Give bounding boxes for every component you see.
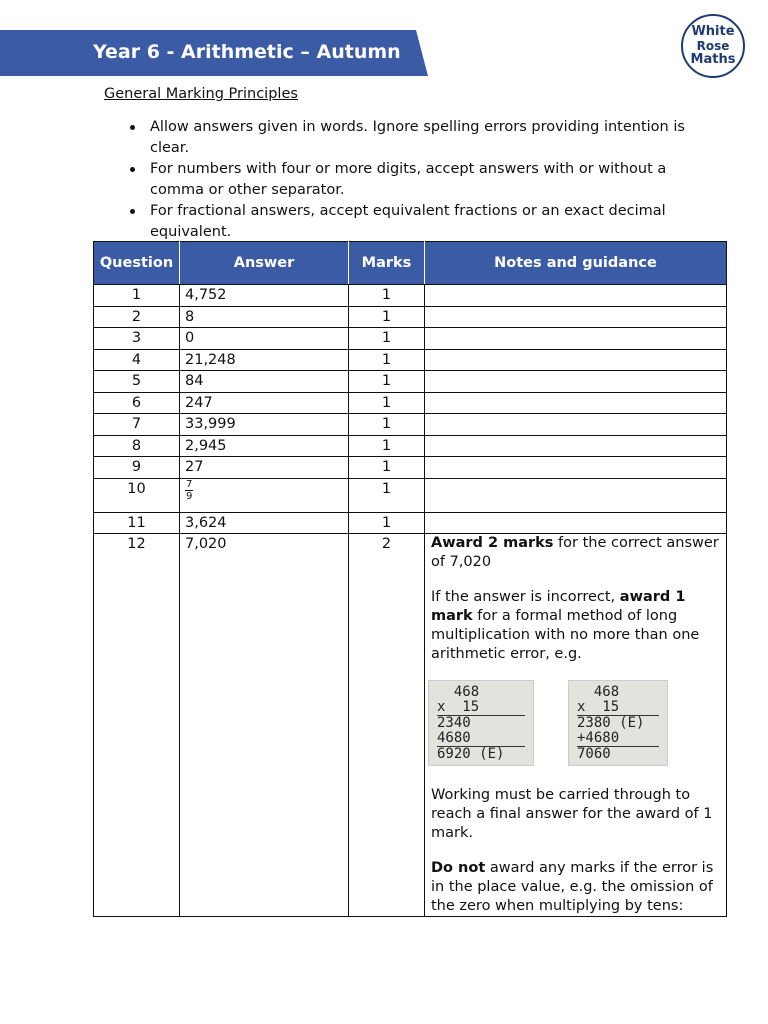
table-header-row (94, 242, 727, 285)
table-row: 6 247 1 (94, 392, 727, 414)
table-row: 5 84 1 (94, 371, 727, 393)
list-item: For fractional answers, accept equivalent fractions or an exact decimal equivalent. (128, 201, 723, 243)
q12-notes: Award 2 marks for the correct answer of 7,020 If the answer is incorrect, award 1 mark for a formal method of long multiplication with no more than one arithmetic error, e.g. 468 x 15 2340 4680 6920 (E) 468 x 15 2380 (E) +4680 7060 Working must be carried through to reach a final answer for the award of 1 mark. Do not award any marks if the error is in the place value, e.g. the omission of the zero when multiplying by tens: (425, 534, 727, 917)
white-rose-maths-logo: White Rose Maths (681, 14, 745, 78)
working-examples (428, 680, 720, 766)
working-photo-2: 468 x 15 2380 (E) +4680 7060 (568, 680, 668, 766)
table-row: 1 4,752 1 (94, 285, 727, 307)
table-row: 8 2,945 1 (94, 435, 727, 457)
working-photo-1: 468 x 15 2340 4680 6920 (E) (428, 680, 534, 766)
page-title: Year 6 - Arithmetic – Autumn (93, 41, 401, 63)
header-marks: Marks (349, 242, 425, 285)
principles-list (128, 117, 723, 243)
table-row: 11 3,624 1 (94, 512, 727, 534)
principles-heading: General Marking Principles (104, 86, 298, 102)
table-row: 9 27 1 (94, 457, 727, 479)
list-item: Allow answers given in words. Ignore spelling errors providing intention is clear. (128, 117, 723, 159)
table-row: 12 7,020 2 Award 2 marks for the correct answer of 7,020 If the answer is incorrect, award 1 mark for a formal method of long multiplication with no more than one arithmetic error, e.g. 468 x 15 2340 4680 6920 (E) 468 x 15 2380 (E) +4680 7060 Working must be carried through to reach a final answer for the award of 1 mark. Do not award any marks if the error is in the place value, e.g. the omission of the zero when multiplying by tens: (94, 534, 727, 917)
table-row: 2 8 1 (94, 306, 727, 328)
table-row: 3 0 1 (94, 328, 727, 350)
fraction-answer: $\frac{7}{9}$ (186, 478, 193, 502)
mark-scheme-table (93, 241, 727, 917)
table-row: 10 $\frac{7}{9}$ 1 (94, 478, 727, 512)
table-row: 7 33,999 1 (94, 414, 727, 436)
table-row: 4 21,248 1 (94, 349, 727, 371)
header-notes: Notes and guidance (425, 242, 727, 285)
header-answer: Answer (180, 242, 349, 285)
header-question: Question (94, 242, 180, 285)
list-item: For numbers with four or more digits, accept answers with or without a comma or other separator. (128, 159, 723, 201)
